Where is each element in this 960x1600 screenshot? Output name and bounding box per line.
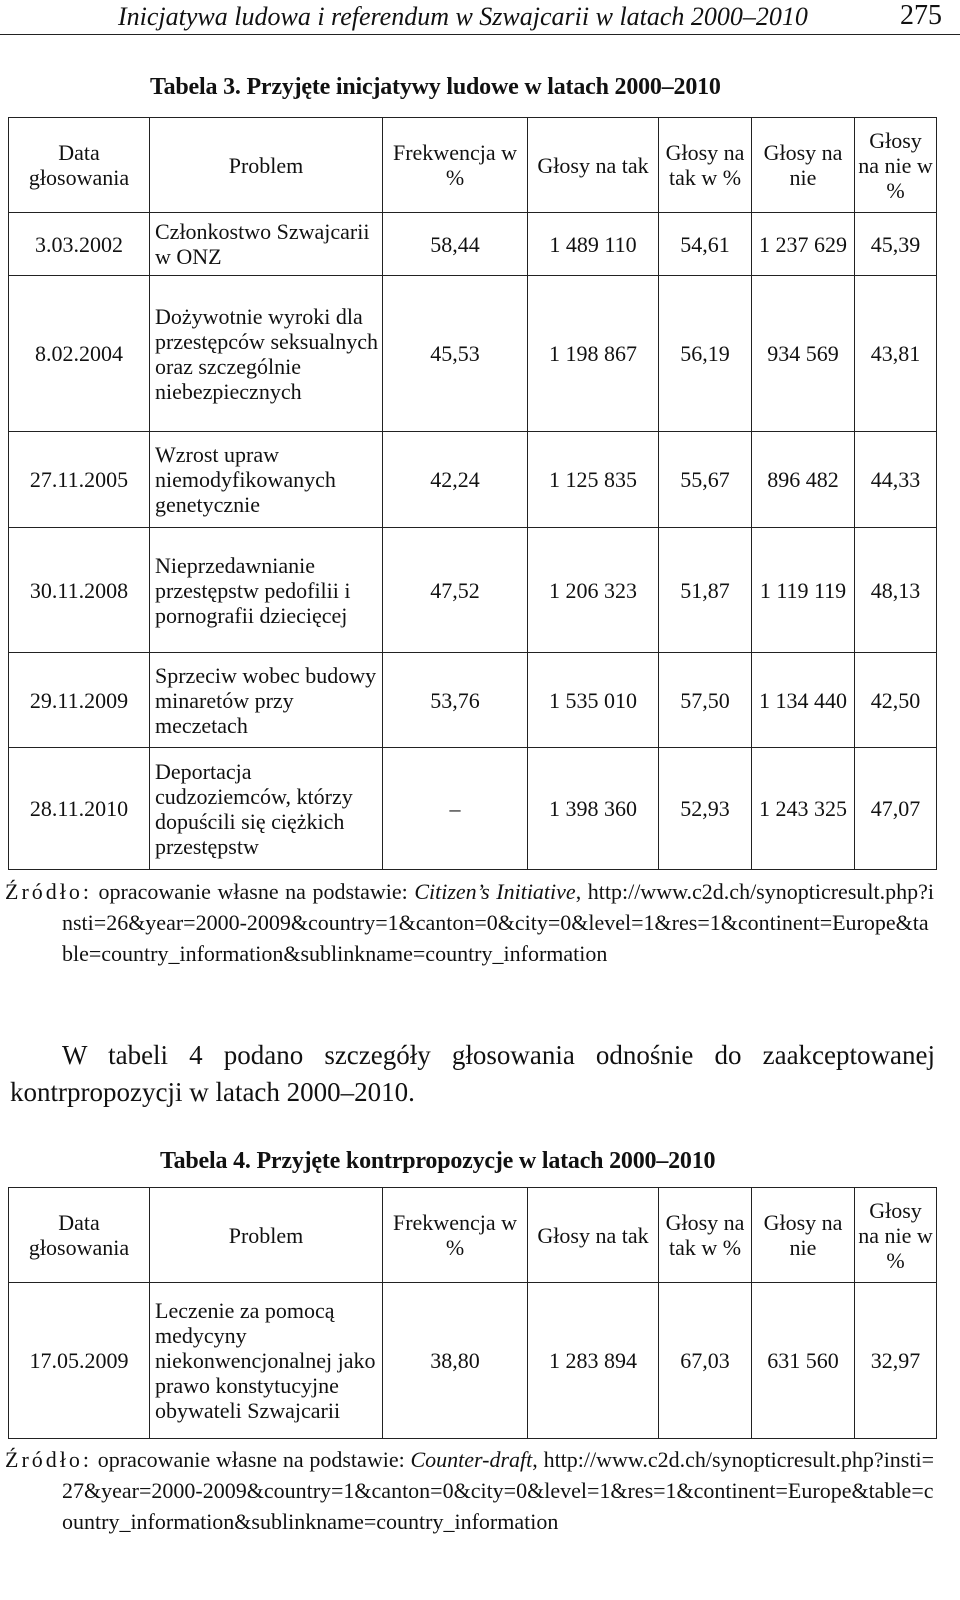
- table4: [8, 1187, 937, 1439]
- table-row: [9, 1283, 937, 1439]
- turnout-cell: 47,52: [383, 528, 528, 653]
- date-cell: 3.03.2002: [9, 213, 150, 276]
- body-paragraph: W tabeli 4 podano szczegóły głosowania odnośnie do zaakceptowanej kontrpropozycji w latach 2000–2010.: [10, 1040, 935, 1107]
- turnout-cell: 53,76: [383, 653, 528, 748]
- table4-header-cell: Data głosowania: [9, 1188, 150, 1283]
- table3-header-cell: Data głosowania: [9, 118, 150, 213]
- table3-header-cell: Głosy na tak w %: [659, 118, 752, 213]
- table3-header-cell: Głosy na tak: [528, 118, 659, 213]
- table3-caption: Tabela 3. Przyjęte inicjatywy ludowe w latach 2000–2010: [150, 74, 721, 100]
- source-prefix: opracowanie własne na podstawie:: [92, 1447, 411, 1472]
- yes-votes-cell: 1 489 110: [528, 213, 659, 276]
- table4-header-cell: Frekwencja w %: [383, 1188, 528, 1283]
- yes-votes-cell: 1 206 323: [528, 528, 659, 653]
- no-votes-cell: 1 134 440: [752, 653, 855, 748]
- no-votes-cell: 1 237 629: [752, 213, 855, 276]
- table4-source: [5, 1444, 935, 1537]
- turnout-cell: 38,80: [383, 1283, 528, 1439]
- no-percent-cell: 44,33: [855, 432, 937, 528]
- problem-cell: Wzrost upraw niemodyfikowanych genetycznie: [150, 432, 383, 528]
- yes-votes-cell: 1 198 867: [528, 276, 659, 432]
- table-row: [9, 213, 937, 276]
- table4-header-cell: Głosy na nie w %: [855, 1188, 937, 1283]
- table-row: [9, 432, 937, 528]
- yes-percent-cell: 67,03: [659, 1283, 752, 1439]
- table3-header-cell: Problem: [150, 118, 383, 213]
- yes-votes-cell: 1 398 360: [528, 748, 659, 870]
- yes-votes-cell: 1 283 894: [528, 1283, 659, 1439]
- turnout-cell: 45,53: [383, 276, 528, 432]
- turnout-cell: 42,24: [383, 432, 528, 528]
- no-percent-cell: 45,39: [855, 213, 937, 276]
- date-cell: 28.11.2010: [9, 748, 150, 870]
- no-votes-cell: 1 119 119: [752, 528, 855, 653]
- yes-percent-cell: 51,87: [659, 528, 752, 653]
- date-cell: 17.05.2009: [9, 1283, 150, 1439]
- table4-header-row: [9, 1188, 937, 1283]
- problem-cell: Sprzeciw wobec budowy minaretów przy meczetach: [150, 653, 383, 748]
- problem-cell: Deportacja cudzoziemców, którzy dopuścili się ciężkich przestępstw: [150, 748, 383, 870]
- table4-caption: Tabela 4. Przyjęte kontrpropozycje w latach 2000–2010: [160, 1148, 716, 1174]
- yes-votes-cell: 1 125 835: [528, 432, 659, 528]
- yes-percent-cell: 52,93: [659, 748, 752, 870]
- date-cell: 8.02.2004: [9, 276, 150, 432]
- no-votes-cell: 934 569: [752, 276, 855, 432]
- table3-header-cell: Głosy na nie: [752, 118, 855, 213]
- table4-header-cell: Głosy na nie: [752, 1188, 855, 1283]
- yes-votes-cell: 1 535 010: [528, 653, 659, 748]
- no-votes-cell: 1 243 325: [752, 748, 855, 870]
- table3: [8, 117, 937, 870]
- table-row: [9, 276, 937, 432]
- table3-header-cell: Frekwencja w %: [383, 118, 528, 213]
- turnout-cell: –: [383, 748, 528, 870]
- source-url: , http://www.c2d.ch/synopticresult.php?insti=27&year=2000-2009&country=1&canton=0&city=0&level=1&res=1&continent=Europe&table=country_information&sublinkname=country_information: [62, 1447, 935, 1534]
- no-percent-cell: 43,81: [855, 276, 937, 432]
- table3-source: [5, 876, 934, 969]
- table3-header-row: [9, 118, 937, 213]
- problem-cell: Dożywotnie wyroki dla przestępców seksualnych oraz szczególnie niebezpiecznych: [150, 276, 383, 432]
- table-row: [9, 748, 937, 870]
- table4-header-cell: Problem: [150, 1188, 383, 1283]
- source-label: Źródło:: [5, 1447, 92, 1472]
- page-number: 275: [900, 0, 942, 31]
- table-row: [9, 528, 937, 653]
- source-work-title: Counter-draft: [410, 1447, 533, 1472]
- yes-percent-cell: 56,19: [659, 276, 752, 432]
- problem-cell: Nieprzedawnianie przestępstw pedofilii i pornografii dziecięcej: [150, 528, 383, 653]
- date-cell: 30.11.2008: [9, 528, 150, 653]
- no-votes-cell: 896 482: [752, 432, 855, 528]
- no-percent-cell: 48,13: [855, 528, 937, 653]
- running-title: Inicjatywa ludowa i referendum w Szwajcarii w latach 2000–2010: [118, 2, 808, 31]
- no-percent-cell: 32,97: [855, 1283, 937, 1439]
- yes-percent-cell: 54,61: [659, 213, 752, 276]
- date-cell: 27.11.2005: [9, 432, 150, 528]
- no-percent-cell: 42,50: [855, 653, 937, 748]
- source-work-title: Citizen’s Initiative: [414, 879, 576, 904]
- table4-header-cell: Głosy na tak w %: [659, 1188, 752, 1283]
- source-url: , http://www.c2d.ch/synopticresult.php?insti=26&year=2000-2009&country=1&canton=0&city=0&level=1&res=1&continent=Europe&table=country_information&sublinkname=country_information: [62, 879, 934, 966]
- problem-cell: Leczenie za pomocą medycyny niekonwencjonalnej jako prawo konstytucyjne obywateli Szwajcarii: [150, 1283, 383, 1439]
- problem-cell: Członkostwo Szwajcarii w ONZ: [150, 213, 383, 276]
- source-label: Źródło:: [5, 879, 92, 904]
- yes-percent-cell: 57,50: [659, 653, 752, 748]
- table4-header-cell: Głosy na tak: [528, 1188, 659, 1283]
- no-votes-cell: 631 560: [752, 1283, 855, 1439]
- turnout-cell: 58,44: [383, 213, 528, 276]
- no-percent-cell: 47,07: [855, 748, 937, 870]
- table-row: [9, 653, 937, 748]
- source-prefix: opracowanie własne na podstawie:: [92, 879, 415, 904]
- table3-header-cell: Głosy na nie w %: [855, 118, 937, 213]
- running-header: [0, 0, 960, 35]
- date-cell: 29.11.2009: [9, 653, 150, 748]
- yes-percent-cell: 55,67: [659, 432, 752, 528]
